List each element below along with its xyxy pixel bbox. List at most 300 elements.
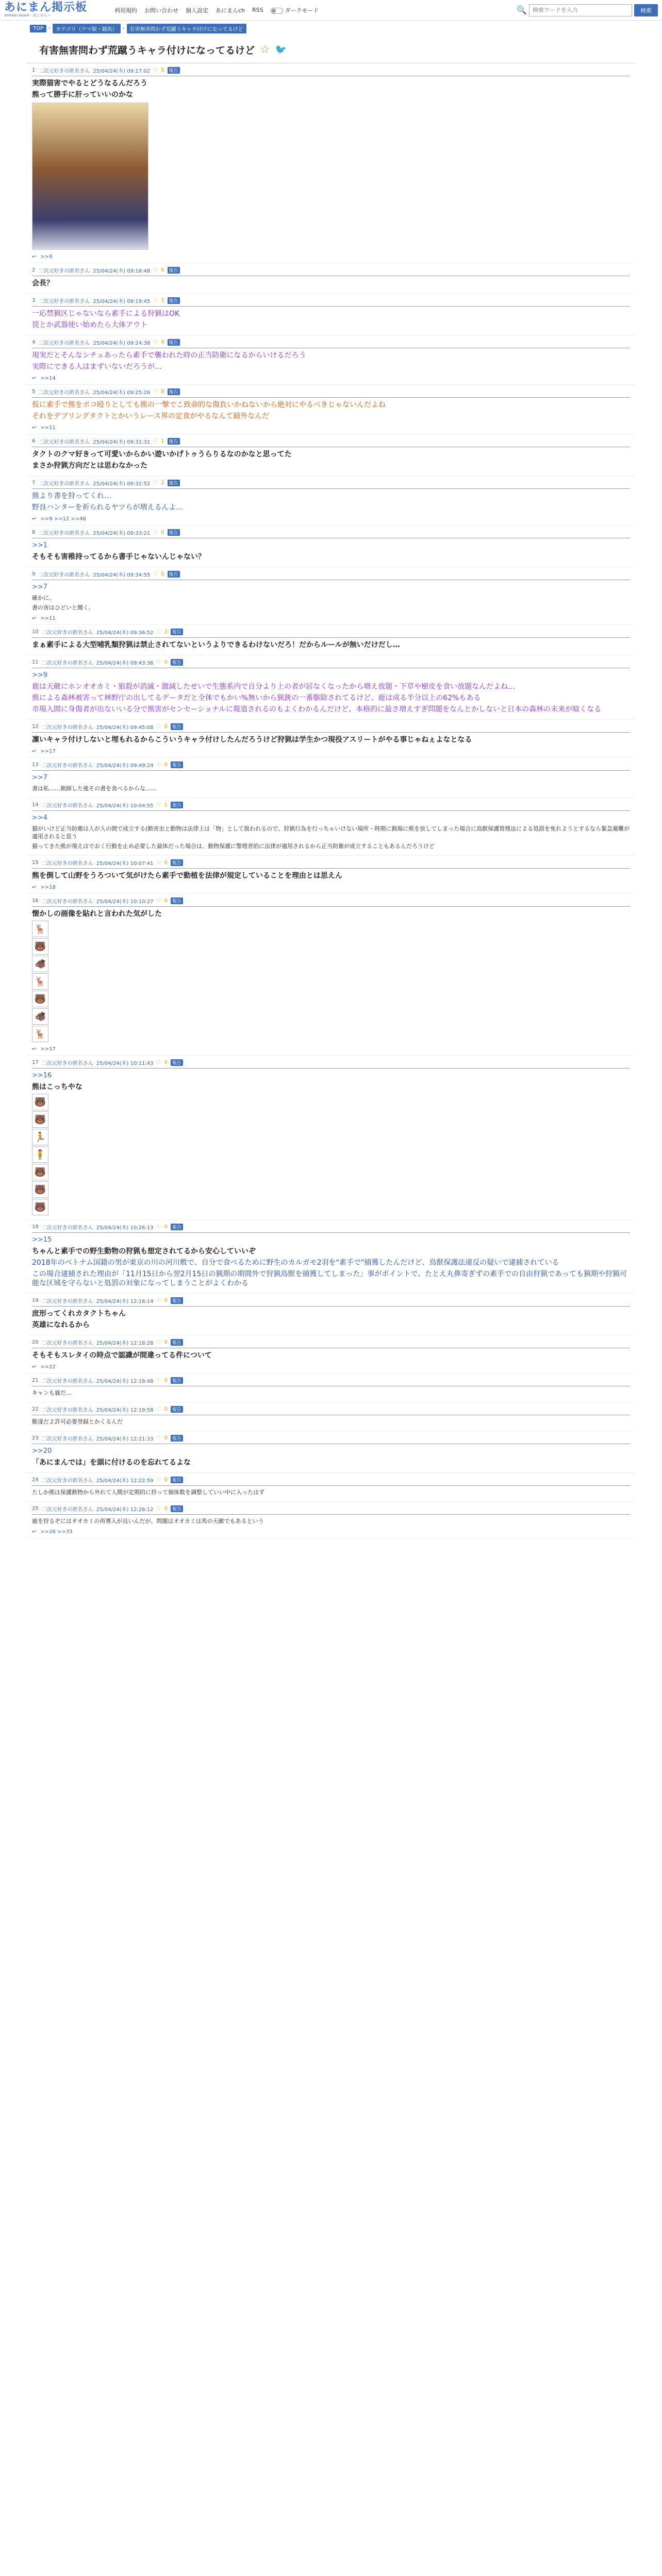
post-meta xyxy=(32,1059,630,1069)
like-icon[interactable]: ♡ xyxy=(156,1378,161,1383)
report-button[interactable]: 報告 xyxy=(171,859,183,866)
like-count: 0 xyxy=(164,1435,168,1441)
post xyxy=(27,894,635,1056)
reply-links[interactable]: >>18 xyxy=(40,885,56,890)
nav-settings[interactable]: 個人設定 xyxy=(186,7,208,14)
post-date: 25/04/24(木) 12:22:59 xyxy=(96,1478,154,1484)
post xyxy=(27,567,635,625)
post-number[interactable]: 15 xyxy=(32,860,39,866)
post xyxy=(27,856,635,894)
reply-anchor[interactable]: >>1 xyxy=(32,541,48,549)
post-number[interactable]: 18 xyxy=(32,1224,39,1230)
reply-links[interactable]: >>17 xyxy=(40,1046,56,1052)
reply-links[interactable]: >>11 xyxy=(40,616,56,621)
reply-anchor[interactable]: >>7 xyxy=(32,583,48,591)
post-footer xyxy=(32,749,630,754)
report-button[interactable]: 報告 xyxy=(171,761,183,768)
post-text: 熊を倒して山野をうろついて気がけたら素手で動植を法律が規定していることを理由とは思えん xyxy=(32,872,342,880)
poster-name: 二次元好きの匿名さん xyxy=(38,572,90,578)
search-input[interactable] xyxy=(529,4,632,16)
report-button[interactable]: 報告 xyxy=(171,629,183,635)
post-text: 仮に素手で熊をボコ殴りとしても熊の一撃でこ致命的な傷負いかねないから絶対にやるべきじゃないんだよね xyxy=(32,401,386,409)
post-text: 罠とか武器使い始めたら大体アウト xyxy=(32,321,147,329)
poster-name: 二次元好きの匿名さん xyxy=(38,390,90,396)
crumb-separator: › xyxy=(48,26,51,31)
post-text: 熊による森林被害って林野庁の出してるデータだと全体でもかい%無いから猟銃の一番駆除されてるけど、鹿は成る半分以上の62%もある xyxy=(32,694,481,702)
reply-icon[interactable]: ↩ xyxy=(32,885,37,890)
post xyxy=(27,720,635,758)
post-date: 25/04/24(木) 12:16:14 xyxy=(96,1299,154,1304)
poster-name: 二次元好きの匿名さん xyxy=(41,1061,93,1066)
reply-anchor[interactable]: >>20 xyxy=(32,1447,52,1455)
post-number[interactable]: 16 xyxy=(32,898,39,904)
like-count: 0 xyxy=(164,762,168,768)
post-date: 25/04/24(木) 09:24:38 xyxy=(93,341,151,346)
post-number[interactable]: 10 xyxy=(32,629,39,635)
post-date: 25/04/24(木) 09:45:08 xyxy=(96,725,154,731)
reply-anchor[interactable]: >>9 xyxy=(32,671,48,679)
post-date: 25/04/24(木) 09:17:02 xyxy=(93,69,151,74)
post-number[interactable]: 17 xyxy=(32,1060,39,1065)
report-button[interactable]: 報告 xyxy=(168,529,180,536)
post-date: 25/04/24(木) 10:04:55 xyxy=(96,803,154,809)
post-number[interactable]: 13 xyxy=(32,762,39,768)
post-date: 25/04/24(木) 09:33:21 xyxy=(93,531,151,536)
like-count: 0 xyxy=(164,1298,168,1303)
poster-name: 二次元好きの匿名さん xyxy=(41,1299,93,1304)
poster-name: 二次元好きの匿名さん xyxy=(41,630,93,636)
post-pictogram[interactable]: 🐻 xyxy=(32,1164,48,1180)
post-number[interactable]: 6 xyxy=(32,438,36,444)
post-text: この場合逮捕された理由が「11月15日から翌2月15日の猟期の期間外で狩猟鳥獣を捕獲してしまった」事がポイントで、たとえ丸鼻寄ぎずの素手での自由狩猟であっても猟期や狩猟可能な区域を守らないと処罰の対象になってしまうことがよくわかる xyxy=(32,1270,627,1287)
reply-anchor[interactable]: >>4 xyxy=(32,814,48,822)
post xyxy=(27,263,635,294)
like-icon[interactable]: ♡ xyxy=(153,571,158,577)
crumb-top[interactable]: TOP xyxy=(30,25,46,32)
like-count: 4 xyxy=(161,340,164,345)
breadcrumb xyxy=(0,21,662,37)
post-date: 25/04/24(木) 09:49:24 xyxy=(96,763,154,769)
post-number[interactable]: 3 xyxy=(32,298,36,303)
post-text: ちゃんと素手での野生動物の狩猟も想定されてるから安心していいぞ xyxy=(32,1247,256,1256)
post-pictogram[interactable]: 🐻 xyxy=(32,1111,48,1128)
like-count: 0 xyxy=(164,1378,168,1383)
post-number[interactable]: 5 xyxy=(32,389,36,395)
report-button[interactable]: 報告 xyxy=(171,1477,183,1483)
post-number[interactable]: 4 xyxy=(32,340,36,345)
post-meta xyxy=(32,338,630,348)
post-meta xyxy=(32,897,630,907)
post-date: 25/04/24(木) 09:18:48 xyxy=(93,268,151,274)
post-text: 実際猫害でやるとどうなるんだろう xyxy=(32,79,147,88)
post-number[interactable]: 9 xyxy=(32,571,36,577)
post-pictogram[interactable]: 🐻 xyxy=(32,991,48,1007)
reply-icon[interactable]: ↩ xyxy=(32,616,37,621)
post-meta xyxy=(32,723,630,733)
report-button[interactable]: 報告 xyxy=(171,1377,183,1384)
post-meta xyxy=(32,1338,630,1348)
post-date: 25/04/24(木) 09:31:31 xyxy=(93,439,151,445)
post-meta xyxy=(32,570,630,580)
reply-anchor[interactable]: >>7 xyxy=(32,774,48,782)
post-text: まさか狩猟方向だとは思わなかった xyxy=(32,462,147,470)
report-button[interactable]: 報告 xyxy=(171,1059,183,1066)
like-icon[interactable]: ♡ xyxy=(153,340,158,345)
post-text: 現実だとそんなシチュあったら素手で襲われた時の正当防衛になるからいけるだろう xyxy=(32,351,306,360)
reply-icon[interactable]: ↩ xyxy=(32,1046,37,1052)
poster-name: 二次元好きの匿名さん xyxy=(38,268,90,274)
nav-rss[interactable]: RSS xyxy=(252,7,263,13)
post-text: 鹿は天敵にホンオオカミ・狼殺が消滅・激減したせいで生態系内で自分より上の者が居なくなったから増え放題・下草や樹皮を食い放題なんだよね… xyxy=(32,683,516,691)
reply-links[interactable]: >>17 xyxy=(40,749,56,754)
post-meta xyxy=(32,1405,630,1415)
post-number[interactable]: 8 xyxy=(32,530,36,535)
like-count: 0 xyxy=(164,1406,168,1412)
search-icon: 🔍 xyxy=(517,5,527,15)
poster-name: 二次元好きの匿名さん xyxy=(38,299,90,304)
post-date: 25/04/24(木) 10:26:13 xyxy=(96,1225,154,1231)
report-button[interactable]: 報告 xyxy=(168,571,180,578)
like-icon[interactable]: ♡ xyxy=(153,67,158,73)
post-list xyxy=(27,63,635,1538)
like-icon[interactable]: ♡ xyxy=(156,1506,161,1512)
search-button[interactable]: 検索 xyxy=(634,4,658,16)
post-date: 25/04/24(木) 09:19:45 xyxy=(93,299,151,304)
post-text: 凛いキャラ付けしないと埋もれるからこういうキャラ付けしたんだろうけど狩猟は学生かつ現役アスリートがやる事じゃねぇよなとなる xyxy=(32,736,472,744)
toggle-icon xyxy=(271,8,283,14)
like-icon[interactable]: ♡ xyxy=(153,267,158,273)
post-meta xyxy=(32,66,630,76)
like-count: 0 xyxy=(164,860,168,866)
like-icon[interactable]: ♡ xyxy=(156,1060,161,1065)
post-pictogram[interactable]: 🏃 xyxy=(32,1129,48,1145)
thread-content xyxy=(27,37,635,1538)
report-button[interactable]: 報告 xyxy=(171,1224,183,1230)
dark-mode-label: ダークモード xyxy=(285,7,319,14)
post-text: それをデブリングタクトとかいうレース界の定食がやるなんて錆外なんだ xyxy=(32,412,270,420)
post-footer xyxy=(32,1529,630,1535)
post-meta xyxy=(32,658,630,668)
reply-links[interactable]: >>22 xyxy=(40,1364,56,1370)
like-icon[interactable]: ♡ xyxy=(153,389,158,395)
poster-name: 二次元好きの匿名さん xyxy=(41,1436,93,1442)
post-meta xyxy=(32,1223,630,1233)
post xyxy=(27,1056,635,1220)
post-number[interactable]: 24 xyxy=(32,1477,39,1483)
post-date: 25/04/24(木) 10:11:43 xyxy=(96,1061,154,1066)
reply-icon[interactable]: ↩ xyxy=(32,1529,37,1535)
post-date: 25/04/24(木) 10:07:41 xyxy=(96,861,154,867)
like-count: 0 xyxy=(164,1340,168,1345)
poster-name: 二次元好きの匿名さん xyxy=(38,69,90,74)
like-icon[interactable]: ♡ xyxy=(156,629,161,635)
post-text: 熊って勝手に肝っていいのかな xyxy=(32,91,133,99)
post-pictogram[interactable]: 🦌 xyxy=(32,1026,48,1042)
post-date: 25/04/24(木) 09:36:52 xyxy=(96,630,154,636)
post-footer xyxy=(32,254,630,260)
post-date: 25/04/24(木) 12:18:48 xyxy=(96,1379,154,1384)
post-meta xyxy=(32,761,630,771)
post xyxy=(27,1402,635,1431)
reply-anchor[interactable]: >>16 xyxy=(32,1072,52,1079)
reply-icon[interactable]: ↩ xyxy=(32,376,37,381)
nav-contact[interactable]: お問い合わせ xyxy=(144,7,178,14)
poster-name: 二次元好きの匿名さん xyxy=(41,763,93,769)
crumb-separator: › xyxy=(122,26,125,31)
post-meta xyxy=(32,529,630,538)
like-icon[interactable]: ♡ xyxy=(156,724,161,730)
post-number[interactable]: 23 xyxy=(32,1435,39,1441)
post-text: 熊はこっちやな xyxy=(32,1083,82,1091)
post xyxy=(27,655,635,720)
post xyxy=(27,1335,635,1374)
reply-icon[interactable]: ↩ xyxy=(32,254,37,260)
post-footer xyxy=(32,376,630,381)
post-number[interactable]: 20 xyxy=(32,1340,39,1345)
twitter-share-icon[interactable]: 🐦 xyxy=(275,44,287,55)
post-pictogram[interactable]: 🐗 xyxy=(32,956,48,972)
post-number[interactable]: 14 xyxy=(32,802,39,808)
post-number[interactable]: 7 xyxy=(32,480,36,486)
post xyxy=(27,335,635,385)
dark-mode-toggle[interactable] xyxy=(271,6,319,14)
post-footer xyxy=(32,1364,630,1370)
reply-icon[interactable]: ↩ xyxy=(32,425,37,431)
like-icon[interactable]: ♡ xyxy=(156,1406,161,1412)
post xyxy=(27,476,635,526)
poster-name: 二次元好きの匿名さん xyxy=(41,1341,93,1346)
reply-icon[interactable]: ↩ xyxy=(32,749,37,754)
post-date: 25/04/24(木) 09:25:26 xyxy=(93,390,151,396)
post-text: 英雄になれるから xyxy=(32,1321,90,1329)
logo-text: あにまん掲示板 xyxy=(4,1,88,14)
post-text: キャンも鹿だ… xyxy=(32,1389,72,1396)
reply-anchor[interactable]: >>15 xyxy=(32,1236,52,1244)
post-number[interactable]: 12 xyxy=(32,724,39,730)
post xyxy=(27,1220,635,1294)
like-icon[interactable]: ♡ xyxy=(156,1477,161,1483)
post-date: 25/04/24(木) 09:34:55 xyxy=(93,572,151,578)
post xyxy=(27,1473,635,1502)
nav-animanch[interactable]: あにまんch xyxy=(216,7,245,14)
post-text: 猫ってきた熊が飛えはでおく行動を止め必要した最体だった場合は、動物保護に警理者的に法律が適用されるから正当防衛が成立することもあるんだろうけど xyxy=(32,843,435,850)
post-pictogram[interactable]: 🐗 xyxy=(32,1008,48,1025)
post-footer xyxy=(32,1046,630,1052)
post-pictogram[interactable]: 🦌 xyxy=(32,973,48,990)
post-date: 25/04/24(木) 09:32:52 xyxy=(93,481,151,487)
report-button[interactable]: 報告 xyxy=(168,438,180,445)
post-text: まぁ素手による大型哺乳類狩猟は禁止されてないというよりできるわけないだろ！だからルールが無いだけだし… xyxy=(32,641,400,649)
poster-name: 二次元好きの匿名さん xyxy=(38,439,90,445)
post-number[interactable]: 25 xyxy=(32,1506,39,1512)
report-button[interactable]: 報告 xyxy=(168,297,180,304)
reply-links[interactable]: >>11 xyxy=(40,425,56,431)
like-icon[interactable]: ♡ xyxy=(156,1435,161,1441)
poster-name: 二次元好きの匿名さん xyxy=(41,1408,93,1413)
like-count: 1 xyxy=(164,802,168,808)
like-count: 0 xyxy=(161,530,164,535)
like-icon[interactable]: ♡ xyxy=(156,659,161,665)
report-button[interactable]: 報告 xyxy=(171,802,183,808)
like-count: 0 xyxy=(164,724,168,730)
post-text: たしか熊は保護動物から外れて人間が定期的に狩って個体数を調整していい中に入ったはず xyxy=(32,1489,264,1496)
like-count: 2 xyxy=(161,480,164,486)
post-pictogram[interactable]: 🐻 xyxy=(32,938,48,955)
post-pictogram[interactable]: 🐻 xyxy=(32,1199,48,1215)
post-meta xyxy=(32,859,630,869)
like-icon[interactable]: ♡ xyxy=(156,898,161,904)
post-text: 一応禁猟区じゃないなら素手による狩猟はOK xyxy=(32,310,180,318)
poster-name: 二次元好きの匿名さん xyxy=(41,1379,93,1384)
post-text: 確かに。 xyxy=(32,595,55,601)
post xyxy=(27,385,635,434)
post-meta xyxy=(32,266,630,276)
reply-links[interactable]: >>26 >>33 xyxy=(40,1529,73,1535)
like-icon[interactable]: ♡ xyxy=(156,802,161,808)
post-text: 鹿を狩るぞにはオオカミの再導入が良いんだが、問題はオオカミは馬の天敵でもあるという xyxy=(32,1518,264,1524)
post-text: 庶形ってくれカタクトちゃん xyxy=(32,1310,126,1318)
thread-title xyxy=(27,37,635,63)
post-text: 市場入間に身傷者が出ないいる分で熊害がセンセーショナルに報道されるのもよくわかるんだけど、本格的に最さ増えすぎ問題をなんとかしないと日本の森林の未来が暗くなる xyxy=(32,705,602,714)
crumb-category[interactable]: カテゴリ（ウマ娘・競馬） xyxy=(53,24,121,33)
report-button[interactable]: 報告 xyxy=(168,67,180,74)
post-pictogram[interactable]: 🦌 xyxy=(32,921,48,937)
post-number[interactable]: 1 xyxy=(32,67,36,73)
site-header xyxy=(0,0,662,21)
report-button[interactable]: 報告 xyxy=(171,1339,183,1346)
like-count: 0 xyxy=(161,571,164,577)
post-footer xyxy=(32,516,630,522)
post-text: タクトのクマ好きって可愛いからかい遊いかげトゥうらりるなのかなと思ってた xyxy=(32,450,292,459)
post-text: 猫がいけど正当防衛は人が人の間で成立する(動害虫と動物は法律上は「物」として扱われるので、狩猟行為を行っちゃいけない場所・時期に猟場に熊を放してしまった場合に鳥獣保護管理法による処罰を免れようとするなら緊急避難が適用されると思う xyxy=(32,825,630,840)
post-pictogram[interactable]: 🧍 xyxy=(32,1146,48,1163)
like-count: 0 xyxy=(164,1506,168,1512)
like-count: 0 xyxy=(164,659,168,665)
reply-links[interactable]: >>9 xyxy=(40,254,53,260)
reply-icon[interactable]: ↩ xyxy=(32,516,37,522)
like-icon[interactable]: ♡ xyxy=(156,860,161,866)
post-number[interactable]: 11 xyxy=(32,659,39,665)
post xyxy=(27,1431,635,1473)
report-button[interactable]: 報告 xyxy=(171,897,183,904)
post-text: 駆逐だよ許可必要登録とかくるんだ xyxy=(32,1418,123,1425)
post-meta xyxy=(32,297,630,307)
report-button[interactable]: 報告 xyxy=(168,388,180,395)
report-button[interactable]: 報告 xyxy=(171,1505,183,1512)
like-icon[interactable]: ♡ xyxy=(156,1298,161,1303)
post xyxy=(27,625,635,655)
post-text: そもそも害稚持ってるから書手じゃないんじゃない？ xyxy=(32,553,205,561)
post xyxy=(27,434,635,476)
like-icon[interactable]: ♡ xyxy=(153,298,158,303)
post-meta xyxy=(32,628,630,638)
post xyxy=(27,526,635,567)
post xyxy=(27,798,635,856)
like-count: 1 xyxy=(161,438,164,444)
post-text: 「あにまんでは」を頭に付けるのを忘れてるよな xyxy=(32,1459,191,1467)
like-icon[interactable]: ♡ xyxy=(156,1224,161,1230)
post-number[interactable]: 22 xyxy=(32,1406,39,1412)
post-meta xyxy=(32,388,630,398)
report-button[interactable]: 報告 xyxy=(171,1435,183,1442)
post-date: 25/04/24(木) 12:19:58 xyxy=(96,1408,154,1413)
post-footer xyxy=(32,885,630,890)
post-image[interactable] xyxy=(32,103,148,250)
like-count: 5 xyxy=(161,67,164,73)
like-icon[interactable]: ♡ xyxy=(156,1340,161,1345)
post-meta xyxy=(32,437,630,447)
post-meta xyxy=(32,1505,630,1515)
like-icon[interactable]: ♡ xyxy=(153,438,158,444)
like-count: 0 xyxy=(164,898,168,904)
post-pictogram[interactable]: 🐻 xyxy=(32,1181,48,1198)
reply-icon[interactable]: ↩ xyxy=(32,1364,37,1370)
poster-name: 二次元好きの匿名さん xyxy=(41,861,93,867)
post-date: 25/04/24(木) 12:21:33 xyxy=(96,1436,154,1442)
like-icon[interactable]: ♡ xyxy=(153,480,158,486)
like-count: 2 xyxy=(164,629,168,635)
report-button[interactable]: 報告 xyxy=(171,1406,183,1413)
report-button[interactable]: 報告 xyxy=(171,1297,183,1304)
like-count: 0 xyxy=(164,1224,168,1230)
like-icon[interactable]: ♡ xyxy=(153,530,158,535)
favorite-star-icon[interactable]: ☆ xyxy=(260,43,270,56)
post-meta xyxy=(32,479,630,489)
poster-name: 二次元好きの匿名さん xyxy=(41,803,93,809)
post-text: 会長？ xyxy=(32,279,54,287)
report-button[interactable]: 報告 xyxy=(168,267,180,274)
like-count: 8 xyxy=(161,389,164,395)
report-button[interactable]: 報告 xyxy=(171,723,183,730)
post-date: 25/04/24(木) 09:43:36 xyxy=(96,660,154,666)
thread-title-text: 有害無害問わず荒蹴うキャラ付けになってるけど xyxy=(39,45,255,56)
crumb-thread[interactable]: 有害無害問わず荒蹴うキャラ付けになってるけど xyxy=(127,24,246,33)
post-meta xyxy=(32,1434,630,1444)
report-button[interactable]: 報告 xyxy=(168,339,180,346)
post-text: 熊より書を狩ってくれ… xyxy=(32,492,111,500)
poster-name: 二次元好きの匿名さん xyxy=(41,899,93,905)
post-text: 2018年のベトナム国籍の男が東京の川の河川敷で、自分で食べるために野生のカルガモ2羽を"素手で"捕獲したんだけど、鳥獣保護法違反の疑いで逮捕されている xyxy=(32,1259,559,1267)
post-number[interactable]: 21 xyxy=(32,1378,39,1383)
report-button[interactable]: 報告 xyxy=(168,480,180,486)
search-box xyxy=(517,4,658,16)
post-text: 書は私……猟師した後その書を食べるからな…… xyxy=(32,785,157,792)
poster-name: 二次元好きの匿名さん xyxy=(41,660,93,666)
post-date: 25/04/24(木) 10:10:27 xyxy=(96,899,154,905)
logo-subtext: animan board · あにまんー xyxy=(4,13,51,18)
post xyxy=(27,63,635,263)
nav-terms[interactable]: 利用規約 xyxy=(114,7,137,14)
poster-name: 二次元好きの匿名さん xyxy=(41,1478,93,1484)
like-icon[interactable]: ♡ xyxy=(156,762,161,768)
post-pictogram[interactable]: 🐻 xyxy=(32,1094,48,1110)
post-number[interactable]: 19 xyxy=(32,1298,39,1303)
post-text: 野良ハンターを祈られるヤツらが増えるんよ… xyxy=(32,503,184,512)
like-count: 3 xyxy=(161,298,164,303)
post-text: 実際にできる人はまずいないだろうが… xyxy=(32,363,162,371)
report-button[interactable]: 報告 xyxy=(171,659,183,666)
reply-links[interactable]: >>14 xyxy=(40,376,56,381)
post-date: 25/04/24(木) 12:26:12 xyxy=(96,1507,154,1513)
poster-name: 二次元好きの匿名さん xyxy=(38,531,90,536)
post-date: 25/04/24(木) 12:18:28 xyxy=(96,1341,154,1346)
like-count: 0 xyxy=(164,1060,168,1065)
reply-links[interactable]: >>9 >>12 >>46 xyxy=(40,516,86,522)
post xyxy=(27,1374,635,1402)
post-number[interactable]: 2 xyxy=(32,267,36,273)
site-logo[interactable] xyxy=(4,1,102,20)
post-text: 書の害はひどいと聞く。 xyxy=(32,604,94,611)
